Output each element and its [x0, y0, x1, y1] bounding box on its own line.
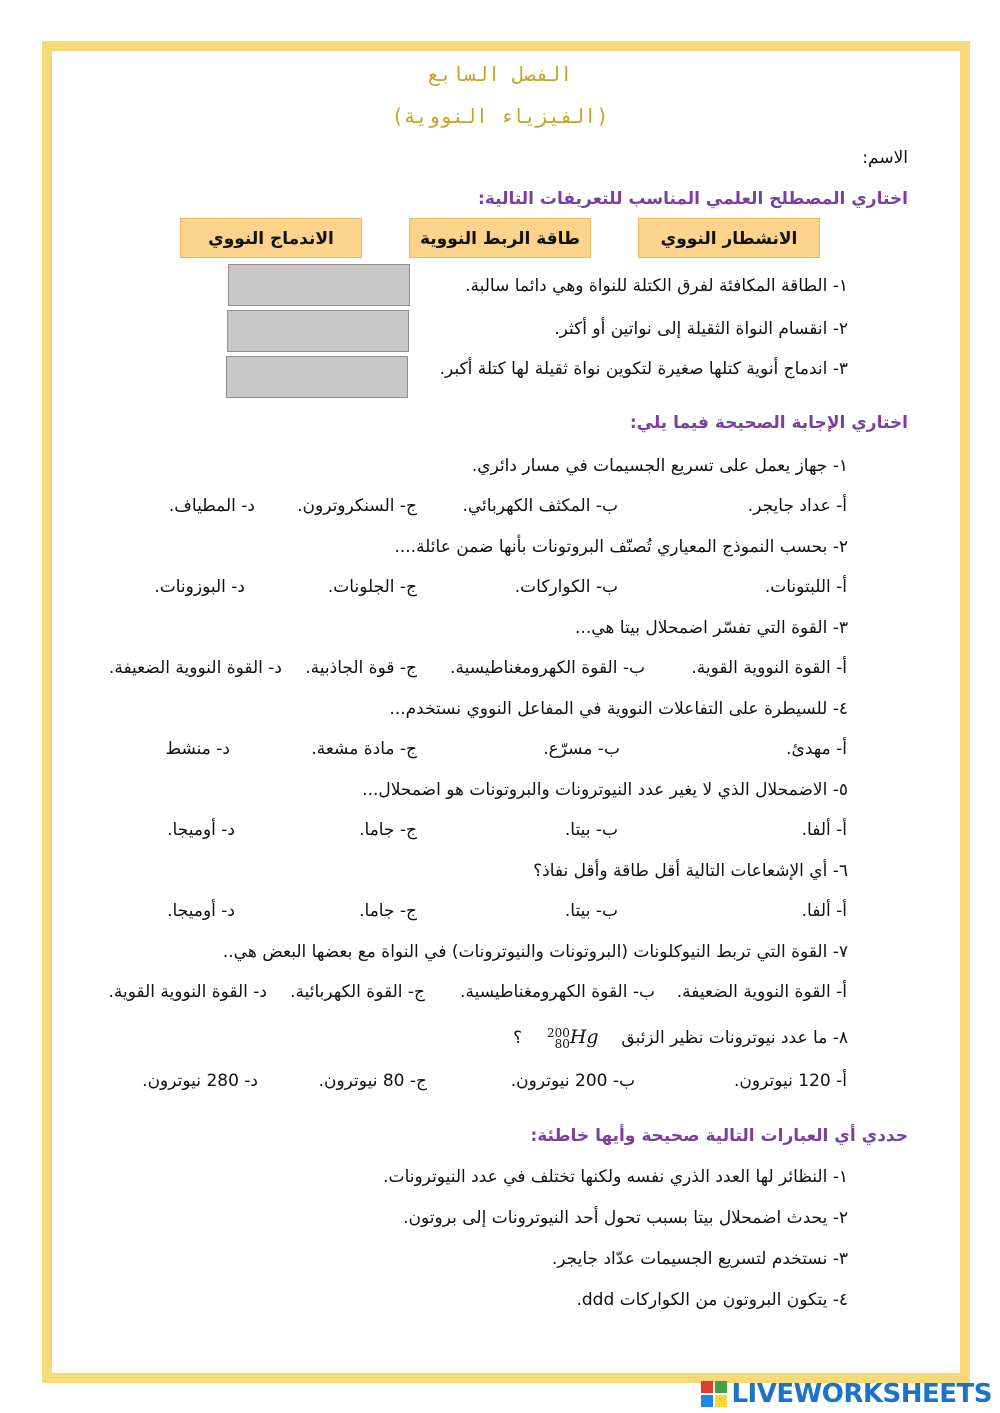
statement-3: ٣- نستخدم لتسريع الجسيمات عدّاد جايجر. [551, 1249, 848, 1269]
q6-option-a[interactable]: أ- ألفا. [801, 901, 847, 921]
chapter-title: الفصل السابع [427, 62, 573, 86]
isotope-symbol: Hg [569, 1026, 599, 1048]
q6-option-c[interactable]: ج- جاما. [359, 901, 417, 921]
mercury-isotope [547, 1026, 599, 1050]
q2-option-a[interactable]: أ- اللبتونات. [764, 577, 847, 597]
q2-option-d[interactable]: د- البوزونات. [154, 577, 245, 597]
name-label: الاسم: [862, 148, 908, 168]
question-3: ٣- القوة التي تفسّر اضمحلال بيتا هي... [575, 618, 848, 638]
drop-zone-2[interactable] [227, 310, 409, 352]
q1-option-b[interactable]: ب- المكثف الكهربائي. [462, 496, 618, 516]
chip-nuclear-fission[interactable]: الانشطار النووي [638, 218, 820, 258]
q4-option-a[interactable]: أ- مهدئ. [786, 739, 847, 759]
q2-option-b[interactable]: ب- الكواركات. [514, 577, 618, 597]
liveworksheets-logo [701, 1378, 992, 1410]
q8-option-a[interactable]: أ- 120 نيوترون. [734, 1071, 847, 1091]
q4-option-b[interactable]: ب- مسرّع. [543, 739, 620, 759]
statement-1: ١- النظائر لها العدد الذري نفسه ولكنها تختلف في عدد النيوترونات. [383, 1167, 848, 1187]
q3-option-d[interactable]: د- القوة النووية الضعيفة. [108, 658, 282, 678]
statement-4: ٤- يتكون البروتون من الكواركات ddd. [576, 1290, 848, 1310]
definition-1: ١- الطاقة المكافئة لفرق الكتلة للنواة وهي دائما سالبة. [465, 276, 848, 296]
question-2: ٢- بحسب النموذج المعياري تُصنّف البروتونات بأنها ضمن عائلة.... [394, 537, 848, 557]
isotope-mass-number: 200 [546, 1025, 570, 1040]
question-1: ١- جهاز يعمل على تسريع الجسيمات في مسار دائري. [471, 456, 848, 476]
definition-3: ٣- اندماج أنوية كتلها صغيرة لتكوين نواة ثقيلة لها كتلة أكبر. [439, 359, 848, 379]
drop-zone-1[interactable] [228, 264, 410, 306]
q7-option-b[interactable]: ب- القوة الكهرومغناطيسية. [460, 982, 655, 1002]
drop-zone-3[interactable] [226, 356, 408, 398]
q6-option-b[interactable]: ب- بيتا. [564, 901, 618, 921]
q8-option-b[interactable]: ب- 200 نيوترون. [510, 1071, 635, 1091]
q7-option-a[interactable]: أ- القوة النووية الضعيفة. [676, 982, 847, 1002]
statement-2: ٢- يحدث اضمحلال بيتا بسبب تحول أحد النيوترونات إلى بروتون. [403, 1208, 848, 1228]
chapter-subtitle: (الفيزياء النووية) [391, 104, 609, 128]
logo-grid-icon [701, 1381, 727, 1407]
q2-option-c[interactable]: ج- الجلونات. [327, 577, 417, 597]
q7-option-d[interactable]: د- القوة النووية القوية. [108, 982, 267, 1002]
question-6: ٦- أي الإشعاعات التالية أقل طاقة وأقل نفاذ؟ [533, 861, 848, 881]
chip-nuclear-fusion[interactable]: الاندماج النووي [180, 218, 362, 258]
q8-option-d[interactable]: د- 280 نيوترون. [142, 1071, 258, 1091]
question-5: ٥- الاضمحلال الذي لا يغير عدد النيوترونات والبروتونات هو اضمحلال... [362, 780, 848, 800]
q5-option-d[interactable]: د- أوميجا. [167, 820, 235, 840]
question-8 [513, 1026, 848, 1050]
q5-option-a[interactable]: أ- ألفا. [801, 820, 847, 840]
q1-option-d[interactable]: د- المطياف. [168, 496, 255, 516]
section1-heading: اختاري المصطلح العلمي المناسب للتعريفات التالية: [478, 189, 908, 209]
chip-binding-energy[interactable]: طاقة الربط النووية [409, 218, 591, 258]
q5-option-c[interactable]: ج- جاما. [359, 820, 417, 840]
q1-option-a[interactable]: أ- عداد جايجر. [747, 496, 847, 516]
question-8-text: ٨- ما عدد نيوترونات نظير الزئبق [621, 1028, 848, 1048]
logo-square-red [701, 1381, 713, 1393]
logo-square-green [715, 1381, 727, 1393]
definition-2: ٢- انقسام النواة الثقيلة إلى نواتين أو أكثر. [554, 319, 848, 339]
logo-square-yellow [715, 1395, 727, 1407]
q1-option-c[interactable]: ج- السنكروترون. [297, 496, 417, 516]
brand-text: LIVEWORKSHEETS [731, 1379, 992, 1409]
q4-option-c[interactable]: ج- مادة مشعة. [311, 739, 417, 759]
section2-heading: اختاري الإجابة الصحيحة فيما يلي: [629, 413, 908, 433]
q3-option-b[interactable]: ب- القوة الكهرومغناطيسية. [450, 658, 645, 678]
q8-option-c[interactable]: ج- 80 نيوترون. [318, 1071, 427, 1091]
q7-option-c[interactable]: ج- القوة الكهربائية. [290, 982, 425, 1002]
logo-square-blue [701, 1395, 713, 1407]
q4-option-d[interactable]: د- منشط [165, 739, 230, 759]
isotope-atomic-number: 80 [554, 1036, 570, 1051]
question-7: ٧- القوة التي تربط النيوكلونات (البروتونات والنيوترونات) في النواة مع بعضها البعض هي.. [222, 942, 848, 962]
q3-option-a[interactable]: أ- القوة النووية القوية. [691, 658, 847, 678]
section3-heading: حددي أي العبارات التالية صحيحة وأيها خاطئة: [530, 1126, 908, 1146]
question-4: ٤- للسيطرة على التفاعلات النووية في المفاعل النووي نستخدم... [389, 699, 848, 719]
question-8-mark: ؟ [513, 1028, 523, 1048]
q6-option-d[interactable]: د- أوميجا. [167, 901, 235, 921]
q3-option-c[interactable]: ج- قوة الجاذبية. [305, 658, 417, 678]
q5-option-b[interactable]: ب- بيتا. [564, 820, 618, 840]
